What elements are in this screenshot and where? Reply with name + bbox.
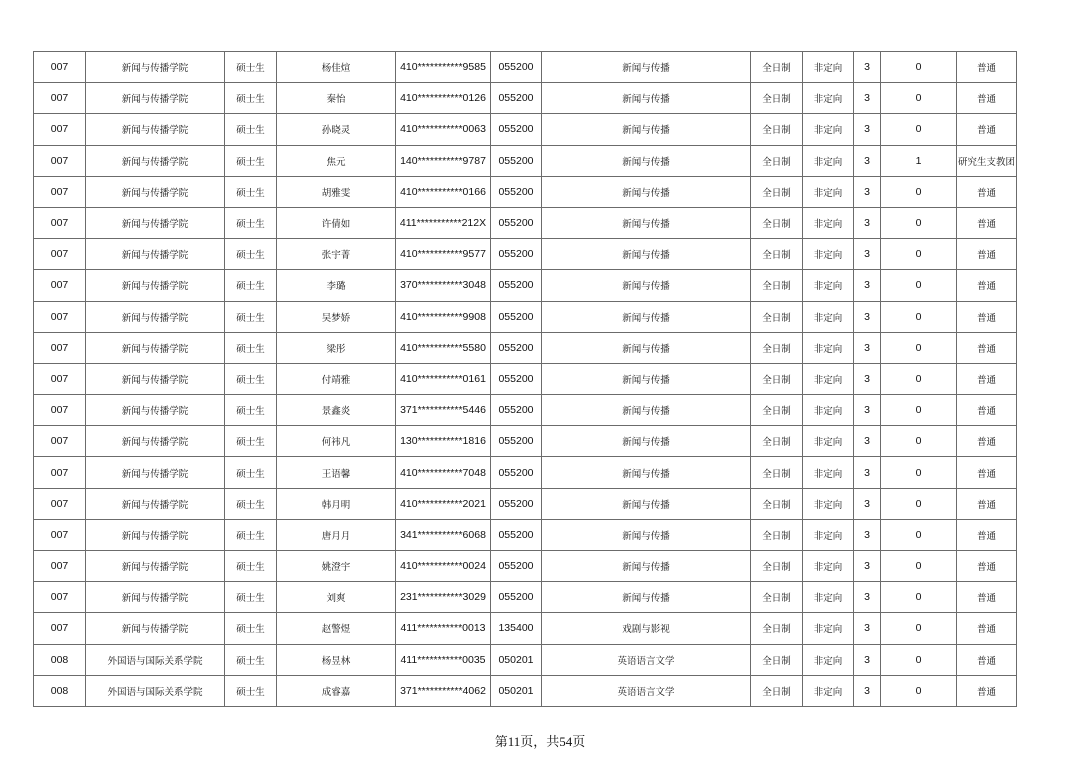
cell-id-number: 140***********9787 <box>396 145 491 176</box>
cell-student-name: 张宇菁 <box>277 239 396 270</box>
cell-student-name: 吴梦娇 <box>277 301 396 332</box>
cell-college-code: 008 <box>34 675 86 706</box>
cell-student-name: 景鑫炎 <box>277 395 396 426</box>
cell-id-number: 410***********0166 <box>396 176 491 207</box>
cell-id-number: 410***********0024 <box>396 551 491 582</box>
cell-major-name: 新闻与传播 <box>542 582 751 613</box>
cell-student-name: 何祎凡 <box>277 426 396 457</box>
cell-duration: 3 <box>854 332 881 363</box>
cell-flag: 0 <box>881 363 957 394</box>
cell-college-code: 007 <box>34 457 86 488</box>
cell-flag: 0 <box>881 176 957 207</box>
cell-plan-type: 普通 <box>957 613 1017 644</box>
cell-orientation: 非定向 <box>803 582 854 613</box>
cell-plan-type: 普通 <box>957 363 1017 394</box>
cell-student-type: 硕士生 <box>225 582 277 613</box>
cell-student-type: 硕士生 <box>225 644 277 675</box>
cell-college-name: 新闻与传播学院 <box>86 395 225 426</box>
cell-orientation: 非定向 <box>803 675 854 706</box>
cell-student-type: 硕士生 <box>225 239 277 270</box>
cell-college-name: 新闻与传播学院 <box>86 519 225 550</box>
cell-flag: 0 <box>881 114 957 145</box>
cell-flag: 0 <box>881 52 957 83</box>
cell-study-mode: 全日制 <box>751 426 803 457</box>
cell-duration: 3 <box>854 145 881 176</box>
cell-id-number: 410***********9577 <box>396 239 491 270</box>
cell-study-mode: 全日制 <box>751 207 803 238</box>
cell-study-mode: 全日制 <box>751 551 803 582</box>
table-row <box>34 363 1017 394</box>
cell-study-mode: 全日制 <box>751 457 803 488</box>
cell-plan-type: 普通 <box>957 83 1017 114</box>
cell-orientation: 非定向 <box>803 145 854 176</box>
cell-major-name: 新闻与传播 <box>542 52 751 83</box>
cell-orientation: 非定向 <box>803 488 854 519</box>
table-row <box>34 301 1017 332</box>
cell-major-code: 055200 <box>491 114 542 145</box>
cell-college-code: 007 <box>34 207 86 238</box>
cell-college-code: 008 <box>34 644 86 675</box>
cell-id-number: 410***********9908 <box>396 301 491 332</box>
student-table <box>33 51 1016 707</box>
cell-id-number: 411***********0013 <box>396 613 491 644</box>
cell-college-code: 007 <box>34 426 86 457</box>
cell-college-code: 007 <box>34 301 86 332</box>
cell-orientation: 非定向 <box>803 332 854 363</box>
cell-college-code: 007 <box>34 395 86 426</box>
cell-duration: 3 <box>854 675 881 706</box>
cell-student-type: 硕士生 <box>225 145 277 176</box>
cell-study-mode: 全日制 <box>751 239 803 270</box>
cell-college-name: 新闻与传播学院 <box>86 114 225 145</box>
cell-student-type: 硕士生 <box>225 488 277 519</box>
cell-student-type: 硕士生 <box>225 457 277 488</box>
cell-college-code: 007 <box>34 582 86 613</box>
cell-duration: 3 <box>854 613 881 644</box>
cell-student-type: 硕士生 <box>225 519 277 550</box>
cell-id-number: 410***********7048 <box>396 457 491 488</box>
cell-student-name: 杨佳煊 <box>277 52 396 83</box>
table-row <box>34 551 1017 582</box>
cell-college-name: 新闻与传播学院 <box>86 270 225 301</box>
cell-orientation: 非定向 <box>803 270 854 301</box>
cell-study-mode: 全日制 <box>751 675 803 706</box>
table-row <box>34 83 1017 114</box>
cell-flag: 0 <box>881 675 957 706</box>
table-row <box>34 582 1017 613</box>
cell-flag: 0 <box>881 83 957 114</box>
cell-college-code: 007 <box>34 613 86 644</box>
cell-plan-type: 普通 <box>957 395 1017 426</box>
cell-major-code: 050201 <box>491 644 542 675</box>
cell-plan-type: 普通 <box>957 488 1017 519</box>
cell-id-number: 410***********2021 <box>396 488 491 519</box>
table-row <box>34 644 1017 675</box>
cell-college-name: 新闻与传播学院 <box>86 52 225 83</box>
cell-study-mode: 全日制 <box>751 488 803 519</box>
cell-college-name: 新闻与传播学院 <box>86 332 225 363</box>
cell-major-name: 新闻与传播 <box>542 270 751 301</box>
cell-flag: 0 <box>881 426 957 457</box>
cell-student-name: 秦怡 <box>277 83 396 114</box>
cell-college-name: 新闻与传播学院 <box>86 613 225 644</box>
cell-orientation: 非定向 <box>803 551 854 582</box>
cell-major-name: 新闻与传播 <box>542 488 751 519</box>
cell-major-code: 055200 <box>491 457 542 488</box>
table-row <box>34 613 1017 644</box>
cell-student-name: 王语馨 <box>277 457 396 488</box>
cell-duration: 3 <box>854 488 881 519</box>
cell-college-code: 007 <box>34 114 86 145</box>
cell-student-type: 硕士生 <box>225 83 277 114</box>
cell-college-code: 007 <box>34 176 86 207</box>
cell-college-code: 007 <box>34 270 86 301</box>
cell-plan-type: 普通 <box>957 332 1017 363</box>
cell-flag: 0 <box>881 551 957 582</box>
cell-duration: 3 <box>854 176 881 207</box>
cell-orientation: 非定向 <box>803 644 854 675</box>
cell-major-name: 新闻与传播 <box>542 239 751 270</box>
cell-duration: 3 <box>854 519 881 550</box>
cell-major-code: 135400 <box>491 613 542 644</box>
cell-orientation: 非定向 <box>803 52 854 83</box>
cell-major-code: 050201 <box>491 675 542 706</box>
cell-college-code: 007 <box>34 551 86 582</box>
cell-major-code: 055200 <box>491 207 542 238</box>
cell-id-number: 341***********6068 <box>396 519 491 550</box>
cell-flag: 0 <box>881 582 957 613</box>
cell-study-mode: 全日制 <box>751 613 803 644</box>
cell-plan-type: 普通 <box>957 457 1017 488</box>
cell-id-number: 411***********212X <box>396 207 491 238</box>
table-row <box>34 426 1017 457</box>
cell-college-code: 007 <box>34 332 86 363</box>
cell-major-name: 新闻与传播 <box>542 457 751 488</box>
cell-major-name: 新闻与传播 <box>542 363 751 394</box>
cell-flag: 0 <box>881 613 957 644</box>
cell-duration: 3 <box>854 457 881 488</box>
cell-flag: 0 <box>881 488 957 519</box>
table-row <box>34 114 1017 145</box>
cell-plan-type: 普通 <box>957 582 1017 613</box>
cell-college-name: 新闻与传播学院 <box>86 457 225 488</box>
cell-plan-type: 研究生支教团 <box>957 145 1017 176</box>
cell-college-name: 新闻与传播学院 <box>86 488 225 519</box>
cell-study-mode: 全日制 <box>751 363 803 394</box>
cell-major-code: 055200 <box>491 83 542 114</box>
cell-flag: 0 <box>881 644 957 675</box>
cell-major-name: 新闻与传播 <box>542 207 751 238</box>
cell-college-code: 007 <box>34 239 86 270</box>
cell-student-type: 硕士生 <box>225 551 277 582</box>
cell-college-name: 新闻与传播学院 <box>86 145 225 176</box>
cell-study-mode: 全日制 <box>751 519 803 550</box>
cell-student-name: 杨昱林 <box>277 644 396 675</box>
cell-id-number: 130***********1816 <box>396 426 491 457</box>
cell-orientation: 非定向 <box>803 613 854 644</box>
cell-college-code: 007 <box>34 52 86 83</box>
cell-major-name: 新闻与传播 <box>542 332 751 363</box>
table-row <box>34 519 1017 550</box>
cell-student-type: 硕士生 <box>225 395 277 426</box>
cell-college-name: 新闻与传播学院 <box>86 176 225 207</box>
cell-study-mode: 全日制 <box>751 644 803 675</box>
cell-id-number: 371***********4062 <box>396 675 491 706</box>
cell-major-code: 055200 <box>491 363 542 394</box>
cell-flag: 0 <box>881 301 957 332</box>
cell-major-code: 055200 <box>491 52 542 83</box>
cell-student-type: 硕士生 <box>225 613 277 644</box>
cell-student-type: 硕士生 <box>225 332 277 363</box>
cell-student-name: 焦元 <box>277 145 396 176</box>
table-row <box>34 239 1017 270</box>
cell-college-code: 007 <box>34 145 86 176</box>
cell-major-code: 055200 <box>491 301 542 332</box>
cell-duration: 3 <box>854 644 881 675</box>
cell-id-number: 410***********0126 <box>396 83 491 114</box>
cell-study-mode: 全日制 <box>751 145 803 176</box>
cell-orientation: 非定向 <box>803 301 854 332</box>
cell-orientation: 非定向 <box>803 83 854 114</box>
table-row <box>34 395 1017 426</box>
cell-id-number: 370***********3048 <box>396 270 491 301</box>
cell-study-mode: 全日制 <box>751 83 803 114</box>
cell-major-code: 055200 <box>491 582 542 613</box>
cell-id-number: 410***********9585 <box>396 52 491 83</box>
cell-id-number: 231***********3029 <box>396 582 491 613</box>
cell-student-name: 胡雅雯 <box>277 176 396 207</box>
cell-student-name: 姚澄宇 <box>277 551 396 582</box>
cell-student-name: 刘爽 <box>277 582 396 613</box>
cell-flag: 0 <box>881 519 957 550</box>
table-row <box>34 52 1017 83</box>
cell-student-name: 韩月明 <box>277 488 396 519</box>
table-row <box>34 488 1017 519</box>
cell-id-number: 371***********5446 <box>396 395 491 426</box>
cell-major-name: 英语语言文学 <box>542 644 751 675</box>
cell-major-name: 新闻与传播 <box>542 551 751 582</box>
cell-duration: 3 <box>854 52 881 83</box>
cell-major-name: 新闻与传播 <box>542 519 751 550</box>
cell-major-code: 055200 <box>491 426 542 457</box>
cell-id-number: 410***********5580 <box>396 332 491 363</box>
cell-college-code: 007 <box>34 83 86 114</box>
cell-flag: 1 <box>881 145 957 176</box>
cell-college-code: 007 <box>34 488 86 519</box>
cell-college-name: 新闻与传播学院 <box>86 551 225 582</box>
cell-college-name: 新闻与传播学院 <box>86 426 225 457</box>
cell-major-name: 新闻与传播 <box>542 395 751 426</box>
cell-student-name: 赵警煜 <box>277 613 396 644</box>
cell-student-name: 李璐 <box>277 270 396 301</box>
cell-id-number: 410***********0063 <box>396 114 491 145</box>
cell-student-type: 硕士生 <box>225 52 277 83</box>
cell-major-code: 055200 <box>491 551 542 582</box>
cell-major-code: 055200 <box>491 332 542 363</box>
cell-student-type: 硕士生 <box>225 207 277 238</box>
cell-plan-type: 普通 <box>957 270 1017 301</box>
cell-student-type: 硕士生 <box>225 114 277 145</box>
cell-study-mode: 全日制 <box>751 582 803 613</box>
cell-plan-type: 普通 <box>957 52 1017 83</box>
cell-college-name: 新闻与传播学院 <box>86 363 225 394</box>
cell-major-name: 新闻与传播 <box>542 176 751 207</box>
cell-major-name: 英语语言文学 <box>542 675 751 706</box>
cell-major-code: 055200 <box>491 239 542 270</box>
cell-student-name: 付靖雅 <box>277 363 396 394</box>
cell-duration: 3 <box>854 239 881 270</box>
table-row <box>34 270 1017 301</box>
cell-plan-type: 普通 <box>957 239 1017 270</box>
cell-student-name: 唐月月 <box>277 519 396 550</box>
cell-student-name: 成睿嘉 <box>277 675 396 706</box>
cell-id-number: 411***********0035 <box>396 644 491 675</box>
cell-flag: 0 <box>881 332 957 363</box>
cell-plan-type: 普通 <box>957 675 1017 706</box>
table-row <box>34 176 1017 207</box>
cell-major-code: 055200 <box>491 488 542 519</box>
table-row <box>34 457 1017 488</box>
cell-college-name: 新闻与传播学院 <box>86 207 225 238</box>
cell-study-mode: 全日制 <box>751 114 803 145</box>
cell-college-name: 新闻与传播学院 <box>86 239 225 270</box>
cell-duration: 3 <box>854 363 881 394</box>
cell-orientation: 非定向 <box>803 239 854 270</box>
cell-major-name: 新闻与传播 <box>542 145 751 176</box>
cell-study-mode: 全日制 <box>751 52 803 83</box>
cell-plan-type: 普通 <box>957 519 1017 550</box>
cell-major-name: 新闻与传播 <box>542 426 751 457</box>
cell-major-name: 新闻与传播 <box>542 301 751 332</box>
cell-flag: 0 <box>881 239 957 270</box>
cell-student-name: 许倩如 <box>277 207 396 238</box>
cell-study-mode: 全日制 <box>751 270 803 301</box>
cell-duration: 3 <box>854 83 881 114</box>
cell-plan-type: 普通 <box>957 114 1017 145</box>
cell-plan-type: 普通 <box>957 207 1017 238</box>
cell-orientation: 非定向 <box>803 176 854 207</box>
cell-major-code: 055200 <box>491 145 542 176</box>
cell-major-name: 戏剧与影视 <box>542 613 751 644</box>
cell-student-type: 硕士生 <box>225 675 277 706</box>
table-row <box>34 332 1017 363</box>
cell-college-code: 007 <box>34 519 86 550</box>
cell-college-code: 007 <box>34 363 86 394</box>
cell-duration: 3 <box>854 551 881 582</box>
cell-plan-type: 普通 <box>957 176 1017 207</box>
cell-flag: 0 <box>881 395 957 426</box>
cell-study-mode: 全日制 <box>751 176 803 207</box>
cell-plan-type: 普通 <box>957 644 1017 675</box>
cell-flag: 0 <box>881 457 957 488</box>
cell-plan-type: 普通 <box>957 301 1017 332</box>
cell-college-name: 新闻与传播学院 <box>86 582 225 613</box>
cell-student-type: 硕士生 <box>225 176 277 207</box>
cell-orientation: 非定向 <box>803 114 854 145</box>
cell-duration: 3 <box>854 207 881 238</box>
cell-student-type: 硕士生 <box>225 270 277 301</box>
table-row <box>34 145 1017 176</box>
cell-duration: 3 <box>854 426 881 457</box>
cell-major-code: 055200 <box>491 176 542 207</box>
cell-orientation: 非定向 <box>803 363 854 394</box>
cell-student-name: 孙晓灵 <box>277 114 396 145</box>
cell-major-name: 新闻与传播 <box>542 83 751 114</box>
cell-student-type: 硕士生 <box>225 301 277 332</box>
cell-orientation: 非定向 <box>803 426 854 457</box>
cell-orientation: 非定向 <box>803 207 854 238</box>
cell-college-name: 新闻与传播学院 <box>86 301 225 332</box>
cell-major-code: 055200 <box>491 519 542 550</box>
cell-major-code: 055200 <box>491 270 542 301</box>
cell-orientation: 非定向 <box>803 395 854 426</box>
cell-flag: 0 <box>881 270 957 301</box>
cell-duration: 3 <box>854 582 881 613</box>
cell-duration: 3 <box>854 270 881 301</box>
cell-college-name: 外国语与国际关系学院 <box>86 675 225 706</box>
cell-major-name: 新闻与传播 <box>542 114 751 145</box>
table-row <box>34 675 1017 706</box>
cell-student-type: 硕士生 <box>225 426 277 457</box>
cell-duration: 3 <box>854 301 881 332</box>
cell-study-mode: 全日制 <box>751 395 803 426</box>
cell-duration: 3 <box>854 395 881 426</box>
cell-major-code: 055200 <box>491 395 542 426</box>
cell-orientation: 非定向 <box>803 519 854 550</box>
table-row <box>34 207 1017 238</box>
cell-study-mode: 全日制 <box>751 301 803 332</box>
cell-id-number: 410***********0161 <box>396 363 491 394</box>
page-footer: 第11页，共54页 <box>494 734 586 749</box>
cell-plan-type: 普通 <box>957 426 1017 457</box>
cell-flag: 0 <box>881 207 957 238</box>
cell-duration: 3 <box>854 114 881 145</box>
cell-student-type: 硕士生 <box>225 363 277 394</box>
cell-orientation: 非定向 <box>803 457 854 488</box>
cell-college-name: 外国语与国际关系学院 <box>86 644 225 675</box>
cell-student-name: 梁彤 <box>277 332 396 363</box>
cell-study-mode: 全日制 <box>751 332 803 363</box>
cell-plan-type: 普通 <box>957 551 1017 582</box>
cell-college-name: 新闻与传播学院 <box>86 83 225 114</box>
